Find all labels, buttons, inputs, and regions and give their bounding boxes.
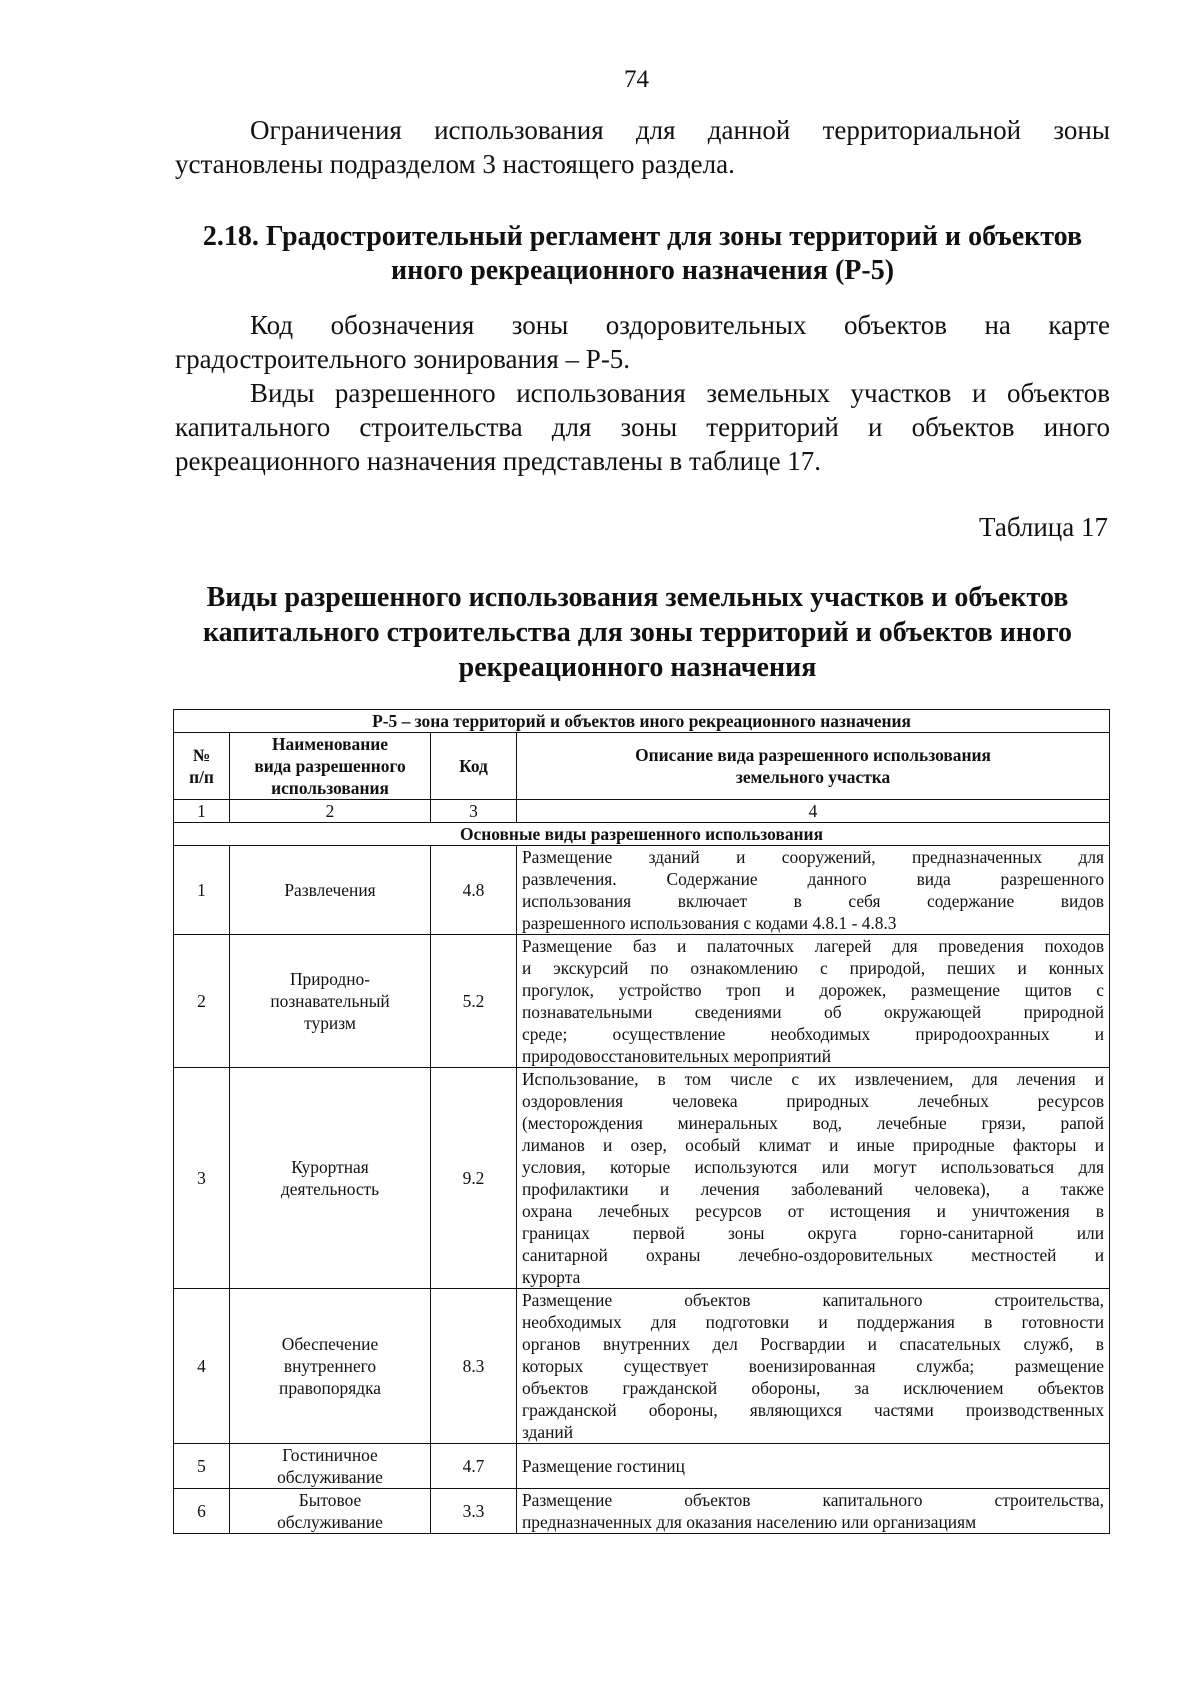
desc-line: Размещение объектов капитального строительства, — [522, 1490, 1105, 1510]
desc-header-line-2: земельного участка — [735, 767, 891, 787]
use-name — [230, 1068, 431, 1289]
col-number-4: 4 — [517, 800, 1110, 823]
col-number-1: 1 — [174, 800, 230, 823]
use-name — [230, 1289, 431, 1444]
desc-line: границах первой зоны округа горно-санитарной или — [522, 1223, 1105, 1243]
desc-line: (месторождения минеральных вод, лечебные грязи, рапой — [522, 1113, 1105, 1133]
desc-line: использования включает в себя содержание видов — [522, 891, 1105, 911]
types-line-2: капитального строительства для зоны территорий и объектов иного — [175, 412, 1110, 442]
zone-header: Р-5 – зона территорий и объектов иного рекреационного назначения — [174, 710, 1110, 733]
row-number: 5 — [174, 1444, 230, 1489]
row-number: 1 — [174, 846, 230, 935]
intro-line-1: Ограничения использования для данной территориальной зоны — [250, 115, 1110, 145]
desc-line: среде; осуществление необходимых природоохранных и — [522, 1024, 1105, 1044]
desc-line: развлечения. Содержание данного вида разрешенного — [522, 869, 1105, 889]
use-code: 4.7 — [431, 1444, 517, 1489]
desc-line: природовосстановительных мероприятий — [522, 1046, 832, 1066]
use-name-line: обслуживание — [277, 1467, 383, 1487]
desc-line: условия, которые используются или могут использоваться для — [522, 1157, 1105, 1177]
name-header-line-3: использования — [271, 778, 389, 798]
desc-line: Размещение гостиниц — [522, 1456, 685, 1476]
code-line-2: градостроительного зонирования – Р-5. — [175, 344, 631, 374]
use-description — [517, 1068, 1110, 1289]
col-number-3: 3 — [431, 800, 517, 823]
row-number: 3 — [174, 1068, 230, 1289]
use-description — [517, 935, 1110, 1068]
use-code: 4.8 — [431, 846, 517, 935]
table-row — [174, 1444, 1110, 1489]
desc-line: лиманов и озер, особый климат и иные природные факторы и — [522, 1135, 1105, 1155]
row-number: 6 — [174, 1489, 230, 1534]
desc-line: профилактики и лечения заболеваний человека), а также — [522, 1179, 1105, 1199]
desc-line: которых существует военизированная служба; размещение — [522, 1356, 1105, 1376]
desc-line: санитарной охраны лечебно-оздоровительных местностей и — [522, 1245, 1105, 1265]
use-name-line: Бытовое — [298, 1490, 362, 1510]
desc-line: Размещение зданий и сооружений, предназначенных для — [522, 847, 1105, 867]
use-name-line: обслуживание — [277, 1512, 383, 1532]
desc-header — [517, 733, 1110, 800]
desc-line: Использование, в том числе с их извлечением, для лечения и — [522, 1069, 1105, 1089]
use-name-line: Развлечения — [284, 880, 376, 900]
use-code: 5.2 — [431, 935, 517, 1068]
name-header — [230, 733, 431, 800]
desc-line: разрешенного использования с кодами 4.8.1 - 4.8.3 — [522, 913, 897, 933]
use-description — [517, 1289, 1110, 1444]
use-name-line: деятельность — [280, 1179, 380, 1199]
use-name-line: туризм — [304, 1013, 356, 1033]
use-code: 3.3 — [431, 1489, 517, 1534]
num-header-line-2: п/п — [189, 767, 214, 787]
use-description — [517, 846, 1110, 935]
use-name-line: внутреннего — [283, 1356, 377, 1376]
desc-line: зданий — [522, 1422, 574, 1442]
use-name — [230, 846, 431, 935]
section-heading-line-2: иного рекреационного назначения (Р-5) — [390, 255, 895, 286]
use-name-line: Курортная — [291, 1157, 369, 1177]
use-description — [517, 1444, 1110, 1489]
use-name-line: Природно- — [289, 969, 371, 989]
permitted-use-table — [173, 709, 1110, 1534]
use-name — [230, 1489, 431, 1534]
table-row — [174, 935, 1110, 1068]
use-name-line: познавательный — [270, 991, 390, 1011]
desc-line: гражданской обороны, являющихся частями производственных — [522, 1400, 1105, 1420]
row-number: 4 — [174, 1289, 230, 1444]
section-label: Основные виды разрешенного использования — [174, 823, 1110, 846]
column-number-row — [174, 800, 1110, 823]
code-paragraph — [175, 308, 1110, 376]
table-label: Таблица 17 — [979, 512, 1108, 542]
table-title — [150, 580, 1125, 685]
types-line-3: рекреационного назначения представлены в таблице 17. — [175, 446, 822, 476]
table-row — [174, 846, 1110, 935]
name-header-line-1: Наименование — [272, 734, 388, 754]
desc-line: необходимых для подготовки и поддержания в готовности — [522, 1312, 1105, 1332]
section-heading-line-1: 2.18. Градостроительный регламент для зоны территорий и объектов — [202, 221, 1083, 252]
desc-line: охрана лечебных ресурсов от истощения и уничтожения в — [522, 1201, 1105, 1221]
col-number-2: 2 — [230, 800, 431, 823]
num-header — [174, 733, 230, 800]
table-row — [174, 1289, 1110, 1444]
desc-line: Размещение объектов капитального строительства, — [522, 1290, 1105, 1310]
table-title-line-1: Виды разрешенного использования земельных участков и объектов — [206, 582, 1069, 613]
row-number: 2 — [174, 935, 230, 1068]
table-row — [174, 1068, 1110, 1289]
name-header-line-2: вида разрешенного — [254, 756, 406, 776]
intro-paragraph — [175, 113, 1110, 181]
types-line-1: Виды разрешенного использования земельных участков и объектов — [250, 378, 1110, 408]
desc-line: Размещение баз и палаточных лагерей для проведения походов — [522, 936, 1105, 956]
desc-line: органов внутренних дел Росгвардии и спасательных служб, в — [522, 1334, 1105, 1354]
use-description — [517, 1489, 1110, 1534]
column-header-row — [174, 733, 1110, 800]
desc-header-line-1: Описание вида разрешенного использования — [635, 745, 991, 765]
desc-line: курорта — [522, 1267, 581, 1287]
desc-line: прогулок, устройство троп и дорожек, размещение щитов с — [522, 980, 1105, 1000]
use-code: 8.3 — [431, 1289, 517, 1444]
table-title-line-3: рекреационного назначения — [458, 652, 817, 683]
desc-line: предназначенных для оказания населению или организациям — [522, 1512, 977, 1532]
use-name — [230, 935, 431, 1068]
intro-line-2: установлены подразделом 3 настоящего раздела. — [175, 149, 735, 179]
code-line-1: Код обозначения зоны оздоровительных объектов на карте — [250, 310, 1110, 340]
section-heading — [175, 220, 1110, 288]
use-name-line: Гостиничное — [282, 1445, 378, 1465]
code-header: Код — [431, 733, 517, 800]
desc-line: познавательными сведениями об окружающей природной — [522, 1002, 1105, 1022]
desc-line: оздоровления человека природных лечебных ресурсов — [522, 1091, 1105, 1111]
use-name-line: правопорядка — [279, 1378, 381, 1398]
use-name-line: Обеспечение — [281, 1334, 379, 1354]
zone-header-row — [174, 710, 1110, 733]
table-row — [174, 1489, 1110, 1534]
table-title-line-2: капитального строительства для зоны территорий и объектов иного — [202, 617, 1073, 648]
desc-line: объектов гражданской обороны, за исключением объектов — [522, 1378, 1105, 1398]
desc-line: и экскурсий по ознакомлению с природой, пеших и конных — [522, 958, 1105, 978]
page-number: 74 — [624, 66, 649, 93]
types-paragraph — [175, 376, 1110, 478]
section-row — [174, 823, 1110, 846]
use-code: 9.2 — [431, 1068, 517, 1289]
use-name — [230, 1444, 431, 1489]
num-header-line-1: № — [192, 745, 211, 765]
